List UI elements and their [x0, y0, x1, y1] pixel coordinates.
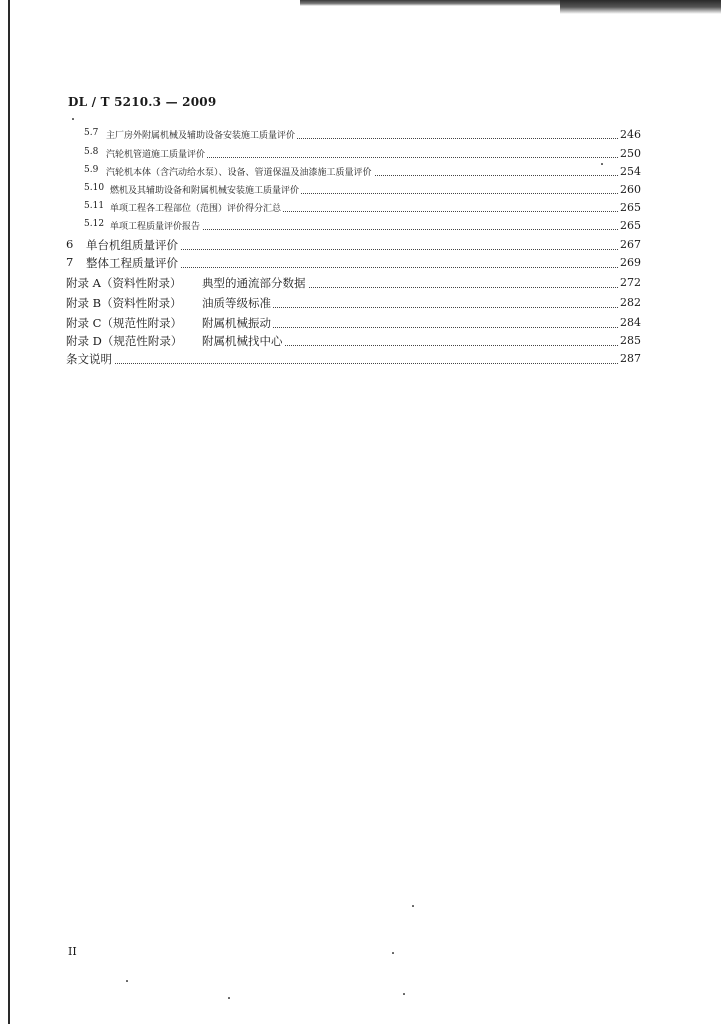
- toc-entry-title: 主厂房外附属机械及辅助设备安装施工质量评价: [106, 128, 297, 141]
- page-number: II: [68, 945, 77, 958]
- scan-speck: [412, 905, 414, 907]
- toc-entry-page: 284: [620, 316, 641, 329]
- toc-entry[interactable]: [0, 332, 721, 350]
- scan-speck: [392, 952, 394, 954]
- scan-speck: [228, 997, 230, 999]
- toc-entry-page: 267: [620, 238, 641, 251]
- toc-entry-number: 5.12: [84, 219, 105, 229]
- toc-entry[interactable]: [0, 236, 721, 254]
- toc-entry-title: 单台机组质量评价: [86, 238, 178, 252]
- toc-entry-page: 272: [620, 276, 641, 289]
- scan-speck: [126, 980, 128, 982]
- toc-entry-number: 附录 B（资料性附录）: [66, 296, 182, 310]
- toc-entry-page: 254: [620, 165, 641, 178]
- toc-entry-number: 附录 D（规范性附录）: [66, 334, 183, 348]
- scan-speck: [403, 993, 405, 995]
- toc-entry-page: 260: [620, 183, 641, 196]
- scan-top-edge-dark: [560, 0, 721, 14]
- toc-entry-page: 250: [620, 147, 641, 160]
- toc-entry-page: 269: [620, 256, 641, 269]
- toc-entry-number: 附录 A（资料性附录）: [66, 276, 182, 290]
- toc-entry-number: 5.8: [84, 147, 99, 157]
- toc-entry-title: 条文说明: [66, 352, 112, 366]
- toc-entry-number: 5.11: [84, 201, 105, 211]
- toc-entry-page: 287: [620, 352, 641, 365]
- toc-entry-page: 246: [620, 128, 641, 141]
- toc-entry-title: 典型的通流部分数据: [202, 276, 306, 290]
- toc-entry[interactable]: [0, 350, 721, 368]
- toc-entry-number: 7: [66, 255, 74, 269]
- toc-entry-number: 5.10: [84, 183, 105, 193]
- toc-entry-title: 整体工程质量评价: [86, 256, 178, 270]
- toc-entry-page: 265: [620, 201, 641, 214]
- toc-entry-title: 附属机械找中心: [202, 334, 283, 348]
- scan-speck: [72, 118, 74, 120]
- toc-entry[interactable]: [0, 254, 721, 272]
- toc-entry-number: 附录 C（规范性附录）: [66, 316, 182, 330]
- toc-entry[interactable]: [0, 314, 721, 332]
- scan-speck: [601, 163, 603, 165]
- toc-entry-page: 285: [620, 334, 641, 347]
- toc-entry[interactable]: [0, 274, 721, 292]
- standard-code-header: DL / T 5210.3 — 2009: [68, 95, 217, 109]
- toc-entry[interactable]: [0, 126, 721, 144]
- toc-entry[interactable]: [0, 181, 721, 199]
- toc-entry[interactable]: [0, 163, 721, 181]
- toc-entry-title: 附属机械振动: [202, 316, 271, 330]
- toc-entry[interactable]: [0, 294, 721, 312]
- toc-entry-page: 265: [620, 219, 641, 232]
- toc-entry-number: 5.7: [84, 128, 99, 138]
- toc-entry-title: 燃机及其辅助设备和附属机械安装施工质量评价: [110, 183, 301, 196]
- toc-entry[interactable]: [0, 199, 721, 217]
- toc-entry-number: 6: [66, 237, 74, 251]
- toc-leader-dots: [66, 363, 618, 364]
- toc-entry-title: 单项工程各工程部位（范围）评价得分汇总: [110, 201, 283, 214]
- toc-entry-title: 油质等级标准: [202, 296, 271, 310]
- toc-entry-page: 282: [620, 296, 641, 309]
- toc-entry-title: 单项工程质量评价报告: [110, 219, 202, 232]
- toc-entry[interactable]: [0, 145, 721, 163]
- toc-entry-title: 汽轮机本体（含汽动给水泵）、设备、管道保温及油漆施工质量评价: [106, 165, 374, 178]
- toc-entry[interactable]: [0, 217, 721, 235]
- toc-entry-title: 汽轮机管道施工质量评价: [106, 147, 207, 160]
- toc-entry-number: 5.9: [84, 165, 99, 175]
